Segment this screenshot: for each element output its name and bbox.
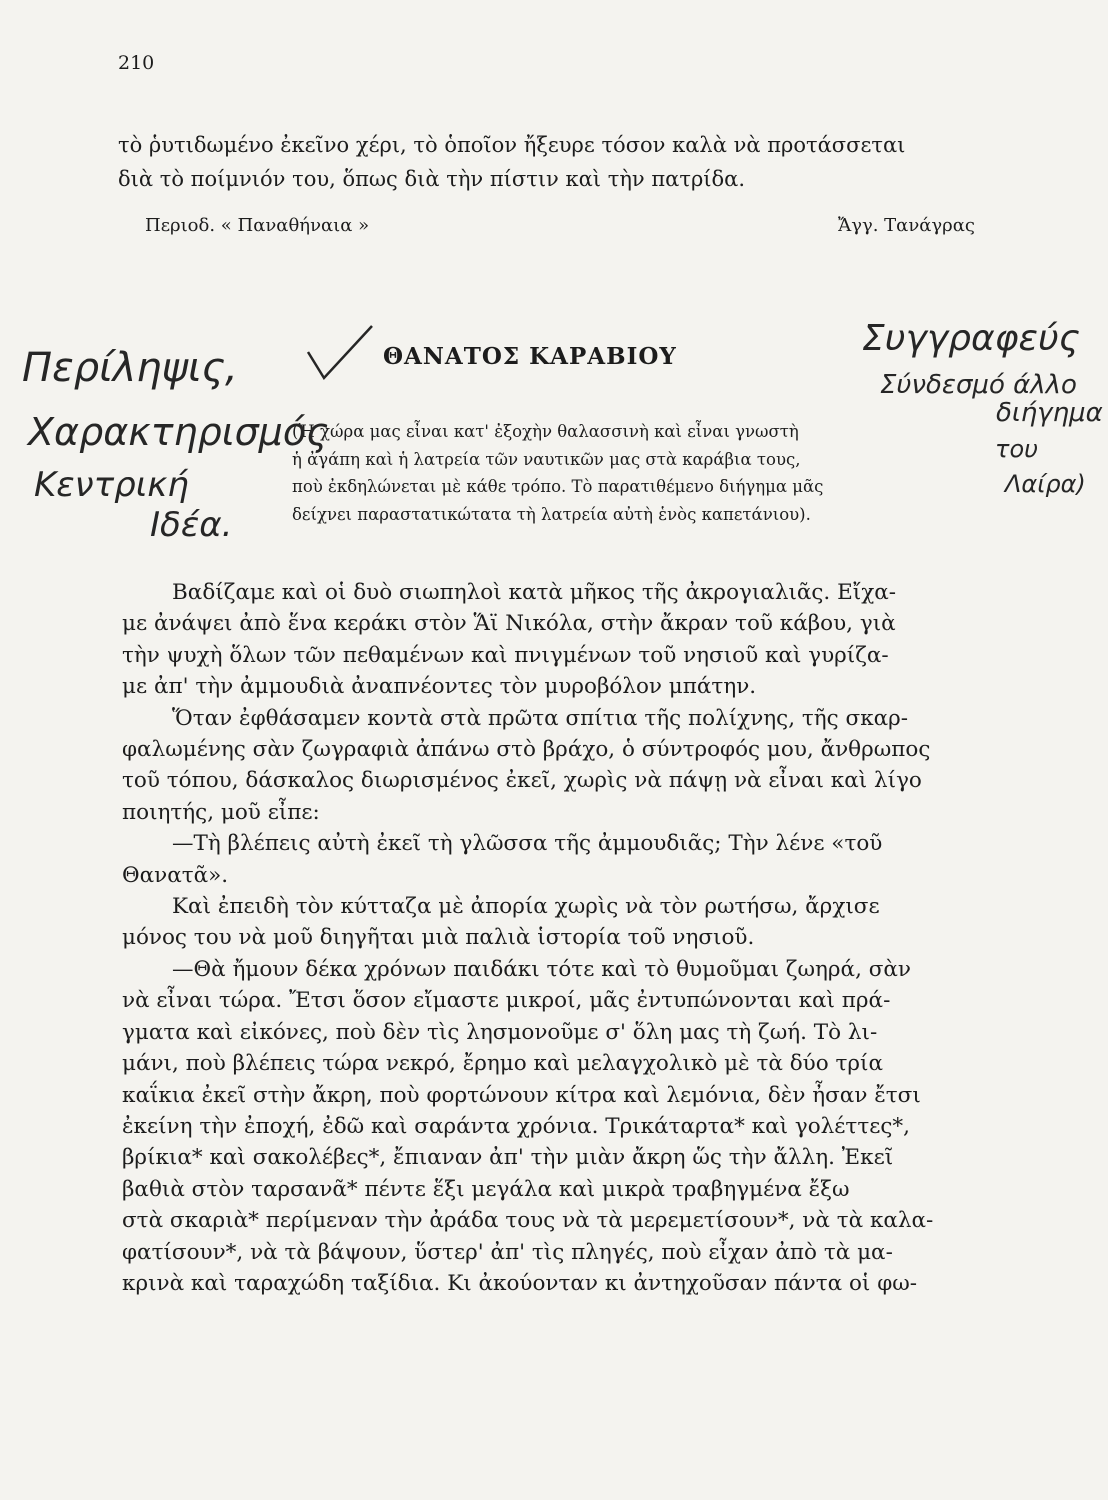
source-line	[145, 215, 975, 236]
story-intro	[292, 418, 974, 528]
body-line: ἐκείνη τὴν ἐποχή, ἐδῶ καὶ σαράντα χρόνια. Τρικάταρτα* καὶ γολέττες*,	[122, 1113, 910, 1139]
body-line: —Τὴ βλέπεις αὐτὴ ἐκεῖ τὴ γλῶσσα τῆς ἀμμουδιᾶς; Τὴν λένε «τοῦ	[172, 831, 883, 857]
handwritten-note: του	[995, 435, 1039, 463]
body-line: Καὶ ἐπειδὴ τὸν κύτταζα μὲ ἀπορία χωρὶς νὰ τὸν ρωτήσω, ἄρχισε	[172, 894, 880, 920]
intro-line: ποὺ ἐκδηλώνεται μὲ κάθε τρόπο. Τὸ παρατιθέμενο διήγημα μᾶς	[292, 477, 824, 496]
body-line: φατίσουν*, νὰ τὰ βάψουν, ὕστερ' ἀπ' τὶς πληγές, ποὺ εἶχαν ἀπὸ τὰ μα-	[122, 1239, 893, 1265]
text-line: τὸ ῥυτιδωμένο ἐκεῖνο χέρι, τὸ ὁποῖον ἤξευρε τόσον καλὰ νὰ προτάσσεται	[118, 133, 906, 157]
body-line: μόνος του νὰ μοῦ διηγῆται μιὰ παλιὰ ἱστορία τοῦ νησιοῦ.	[122, 925, 755, 951]
body-line: —Θὰ ἤμουν δέκα χρόνων παιδάκι τότε καὶ τὸ θυμοῦμαι ζωηρά, σὰν	[172, 956, 911, 982]
handwritten-note: Ιδέα.	[150, 505, 233, 545]
handwritten-check-mark	[300, 322, 380, 382]
story-body	[122, 577, 974, 1299]
body-line: νὰ εἶναι τώρα. Ἔτσι ὅσον εἴμαστε μικροί, μᾶς ἐντυπώνονται καὶ πρά-	[122, 988, 891, 1014]
body-line: μάνι, ποὺ βλέπεις τώρα νεκρό, ἔρημο καὶ μελαγχολικὸ μὲ τὰ δύο τρία	[122, 1051, 883, 1077]
intro-line: δείχνει παραστατικώτατα τὴ λατρεία αὐτὴ ἑνὸς καπετάνιου).	[292, 504, 811, 524]
body-line: Βαδίζαμε καὶ οἱ δυὸ σιωπηλοὶ κατὰ μῆκος τῆς ἀκρογιαλιᾶς. Εἴχα-	[172, 580, 897, 605]
body-line: κρινὰ καὶ ταραχώδη ταξίδια. Κι ἀκούονταν κι ἀντηχοῦσαν πάντα οἱ φω-	[122, 1270, 918, 1296]
handwritten-note: Περίληψις,	[22, 345, 238, 391]
handwritten-note: Συγγραφεύς	[862, 318, 1080, 359]
text-line: διὰ τὸ ποίμνιόν του, ὅπως διὰ τὴν πίστιν καὶ τὴν πατρίδα.	[118, 167, 746, 191]
body-line: με ἀπ' τὴν ἀμμουδιὰ ἀναπνέοντες τὸν μυροβόλον μπάτην.	[122, 674, 757, 700]
body-line: Θανατᾶ».	[122, 862, 229, 888]
body-line: τὴν ψυχὴ ὅλων τῶν πεθαμένων καὶ πνιγμένων τοῦ νησιοῦ καὶ γυρίζα-	[122, 642, 889, 668]
body-line: με ἀνάψει ἀπὸ ἕνα κεράκι στὸν Ἅϊ Νικόλα, στὴν ἄκραν τοῦ κάβου, γιὰ	[122, 611, 896, 637]
handwritten-note: Κεντρική	[34, 465, 189, 505]
body-line: ποιητής, μοῦ εἶπε:	[122, 799, 320, 825]
handwritten-note: διήγημα	[996, 398, 1103, 428]
body-line: βρίκια* καὶ σακολέβες*, ἔπιαναν ἀπ' τὴν μιὰν ἄκρη ὥς τὴν ἄλλη. Ἐκεῖ	[122, 1145, 894, 1171]
body-line: στὰ σκαριὰ* περίμεναν τὴν ἀράδα τους νὰ τὰ μερεμετίσουν*, νὰ τὰ καλα-	[122, 1208, 934, 1234]
body-line: βαθιὰ στὸν ταρσανᾶ* πέντε ἕξι μεγάλα καὶ μικρὰ τραβηγμένα ἔξω	[122, 1176, 850, 1202]
body-line: φαλωμένης σὰν ζωγραφιὰ ἀπάνω στὸ βράχο, ὁ σύντροφός μου, ἄνθρωπος	[122, 737, 931, 763]
body-line: Ὅταν ἐφθάσαμεν κοντὰ στὰ πρῶτα σπίτια τῆς πολίχνης, τῆς σκαρ-	[172, 705, 909, 731]
previous-piece-ending	[118, 128, 974, 196]
handwritten-note: Χαρακτηρισμός	[28, 410, 329, 454]
intro-line: (Ἡ χώρα μας εἶναι κατ' ἐξοχὴν θαλασσινὴ καὶ εἶναι γνωστὴ	[292, 422, 799, 441]
body-line: καΐκια ἐκεῖ στὴν ἄκρη, ποὺ φορτώνουν κίτρα καὶ λεμόνια, δὲν ἦσαν ἔτσι	[122, 1082, 921, 1108]
intro-line: ἡ ἀγάπη καὶ ἡ λατρεία τῶν ναυτικῶν μας στὰ καράβια τους,	[292, 449, 801, 469]
story-title: ΘΑΝΑΤΟΣ ΚΑΡΑΒΙΟΥ	[383, 343, 677, 370]
handwritten-note: Λαίρα)	[1005, 470, 1086, 498]
body-line: τοῦ τόπου, δάσκαλος διωρισμένος ἐκεῖ, χωρὶς νὰ πάψῃ νὰ εἶναι καὶ λίγο	[122, 768, 922, 794]
page-number: 210	[118, 52, 155, 74]
source-reference: Περιοδ. « Παναθήναια »	[145, 215, 370, 236]
body-line: γματα καὶ εἰκόνες, ποὺ δὲν τὶς λησμονοῦμε σ' ὅλη μας τὴ ζωή. Τὸ λι-	[122, 1019, 878, 1045]
handwritten-note: Σύνδεσμό άλλο	[880, 370, 1077, 400]
author-name: Ἄγγ. Τανάγρας	[837, 215, 975, 236]
